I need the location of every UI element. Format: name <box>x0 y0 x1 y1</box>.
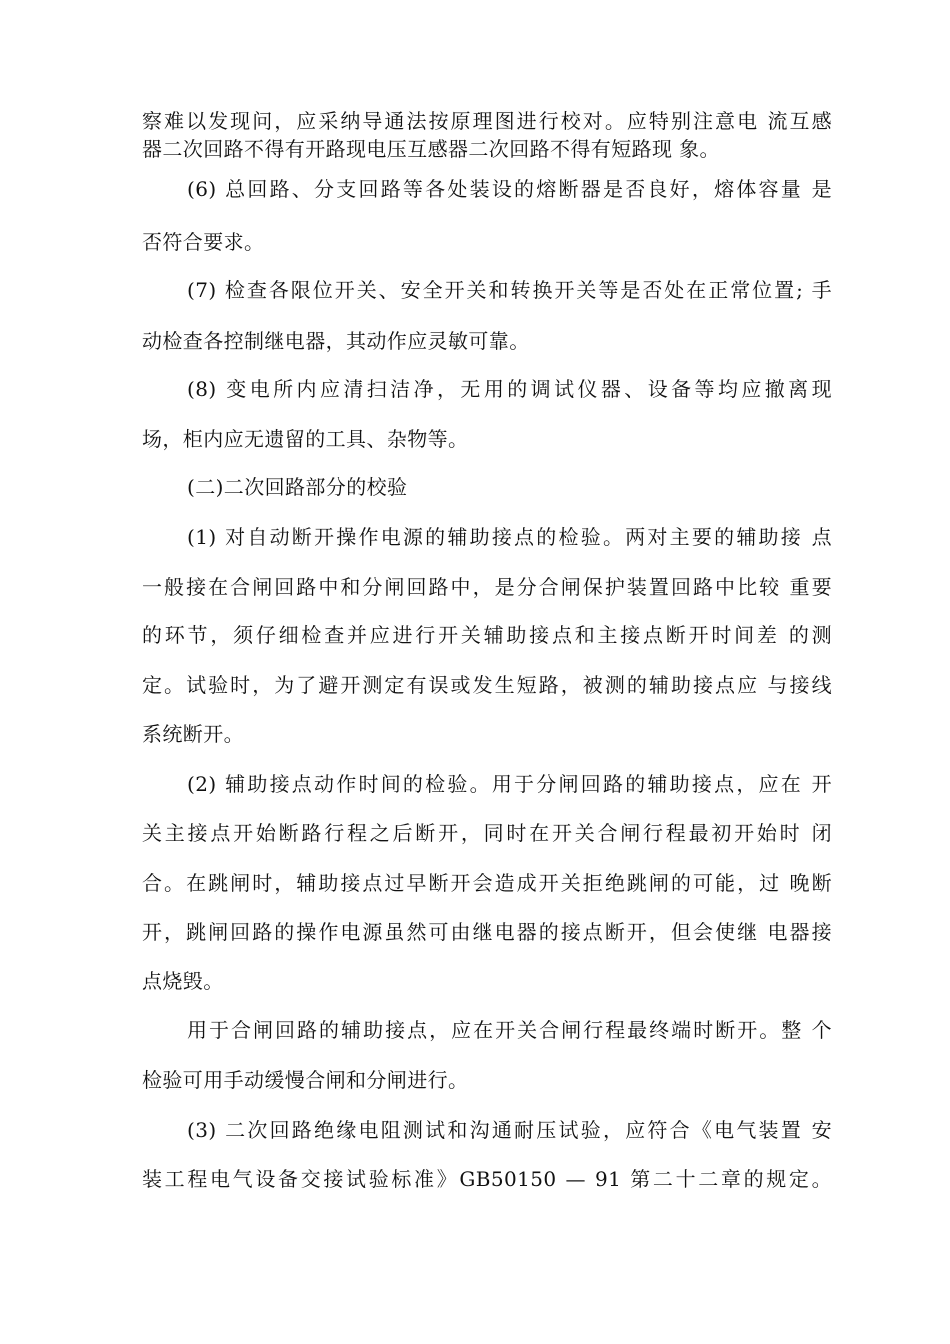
text-line: 关主接点开始断路行程之后断开，同时在开关合闸行程最初开始时 闭 <box>142 821 832 845</box>
text-line: 定。试验时，为了避开测定有误或发生短路，被测的辅助接点应 与接线 <box>142 673 832 697</box>
text-line: 开，跳闸回路的操作电源虽然可由继电器的接点断开，但会使继 电器接 <box>142 920 832 944</box>
text-line: 的环节，须仔细检查并应进行开关辅助接点和主接点断开时间差 的测 <box>142 623 832 647</box>
text-line: 点烧毁。 <box>142 969 224 993</box>
text-line: 检验可用手动缓慢合闸和分闸进行。 <box>142 1068 469 1092</box>
text-line: (2) 辅助接点动作时间的检验。用于分闸回路的辅助接点，应在 开 <box>187 772 832 796</box>
text-line: 否符合要求。 <box>142 230 265 254</box>
text-line: 动检查各控制继电器，其动作应灵敏可靠。 <box>142 329 530 353</box>
text-line: (8) 变电所内应清扫洁净，无用的调试仪器、设备等均应撤离现 <box>187 377 832 401</box>
text-line: (6) 总回路、分支回路等各处装设的熔断器是否良好，熔体容量 是 <box>187 177 832 201</box>
text-line: (3) 二次回路绝缘电阻测试和沟通耐压试验，应符合《电气装置 安 <box>187 1118 832 1142</box>
text-line: 器二次回路不得有开路现电压互感器二次回路不得有短路现 象。 <box>142 137 720 161</box>
text-line: 场，柜内应无遗留的工具、杂物等。 <box>142 427 469 451</box>
text-line: 系统断开。 <box>142 722 244 746</box>
text-line: 察难以发现问，应采纳导通法按原理图进行校对。应特别注意电 流互感 <box>142 109 832 133</box>
text-line: (7) 检查各限位开关、安全开关和转换开关等是否处在正常位置; 手 <box>187 278 832 302</box>
section-heading: (二)二次回路部分的校验 <box>187 475 408 499</box>
text-line: 用于合闸回路的辅助接点，应在开关合闸行程最终端时断开。整 个 <box>187 1018 832 1042</box>
text-line: 装工程电气设备交接试验标准》GB50150 — 91 第二十二章的规定。 <box>142 1167 832 1191</box>
text-line: 一般接在合闸回路中和分闸回路中，是分合闸保护装置回路中比较 重要 <box>142 575 832 599</box>
text-line: (1) 对自动断开操作电源的辅助接点的检验。两对主要的辅助接 点 <box>187 525 832 549</box>
text-line: 合。在跳闸时，辅助接点过早断开会造成开关拒绝跳闸的可能，过 晚断 <box>142 871 832 895</box>
